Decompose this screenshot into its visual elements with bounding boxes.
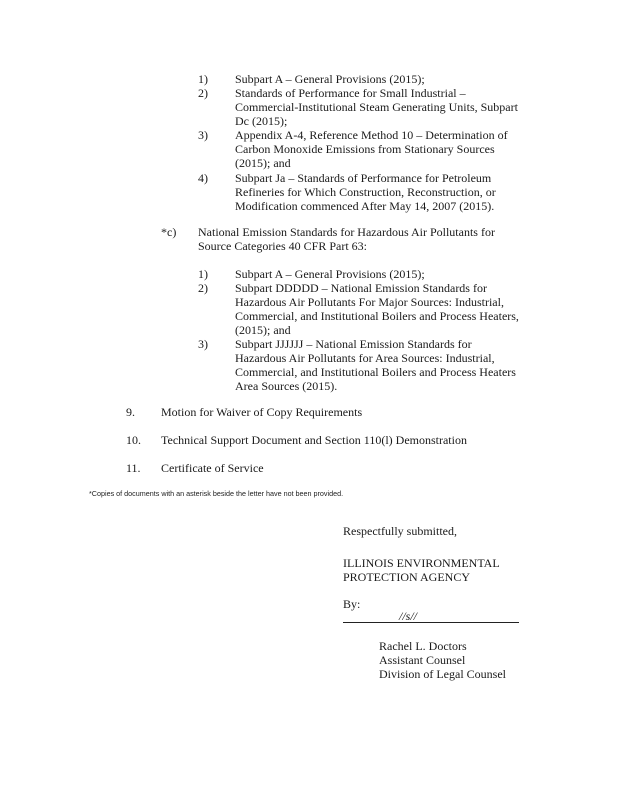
signer-title: Assistant Counsel (379, 653, 466, 667)
agency-line-2: PROTECTION AGENCY (343, 570, 471, 584)
main-item-9-num: 9. (126, 405, 135, 419)
list-one-num-2: 2) (198, 86, 208, 100)
list-one-item-2-line-1: Standards of Performance for Small Industrial – (235, 86, 466, 100)
list-two-item-3-line-1: Subpart JJJJJJ – National Emission Standards for (235, 337, 472, 351)
item-c-line-1: National Emission Standards for Hazardous Air Pollutants for (198, 225, 495, 239)
list-one-item-3-line-1: Appendix A-4, Reference Method 10 – Determination of (235, 128, 508, 142)
list-two-item-1-line-1: Subpart A – General Provisions (2015); (235, 267, 425, 281)
list-two-num-2: 2) (198, 281, 208, 295)
item-c-label: *c) (161, 225, 177, 239)
list-two-item-3-line-2: Hazardous Air Pollutants for Area Sources: Industrial, (235, 351, 495, 365)
signer-division: Division of Legal Counsel (379, 667, 506, 681)
footnote: *Copies of documents with an asterisk beside the letter have not been provided. (89, 489, 344, 498)
list-two-item-3-line-3: Commercial, and Institutional Boilers and Process Heaters (235, 365, 516, 379)
signature-mark: //s// (399, 609, 418, 623)
main-item-10-num: 10. (126, 433, 141, 447)
main-item-9-text: Motion for Waiver of Copy Requirements (161, 405, 363, 419)
closing: Respectfully submitted, (343, 524, 457, 538)
list-two-item-2-line-2: Hazardous Air Pollutants For Major Sources: Industrial, (235, 295, 504, 309)
main-item-11-num: 11. (126, 461, 141, 475)
list-two-item-2-line-3: Commercial, and Institutional Boilers and Process Heaters, (235, 309, 519, 323)
list-one-item-4-line-1: Subpart Ja – Standards of Performance for Petroleum (235, 171, 492, 185)
list-one-item-2-line-3: Dc (2015); (235, 114, 288, 128)
list-one-num-4: 4) (198, 171, 208, 185)
list-one-num-1: 1) (198, 72, 208, 86)
signer-name: Rachel L. Doctors (379, 639, 467, 653)
list-two-item-3-line-4: Area Sources (2015). (235, 379, 338, 393)
list-one-num-3: 3) (198, 128, 208, 142)
list-two-num-1: 1) (198, 267, 208, 281)
list-one-item-3-line-3: (2015); and (235, 156, 291, 170)
agency-line-1: ILLINOIS ENVIRONMENTAL (343, 556, 500, 570)
item-c-line-2: Source Categories 40 CFR Part 63: (198, 239, 367, 253)
list-one-item-2-line-2: Commercial-Institutional Steam Generating Units, Subpart (235, 100, 518, 114)
list-one-item-4-line-2: Refineries for Which Construction, Reconstruction, or (235, 185, 496, 199)
list-one-item-4-line-3: Modification commenced After May 14, 2007 (2015). (235, 199, 495, 213)
list-one-item-3-line-2: Carbon Monoxide Emissions from Stationary Sources (235, 142, 495, 156)
signature-line (343, 622, 519, 623)
main-item-11-text: Certificate of Service (161, 461, 264, 475)
main-item-10-text: Technical Support Document and Section 110(l) Demonstration (161, 433, 467, 447)
list-two-item-2-line-4: (2015); and (235, 323, 291, 337)
list-two-num-3: 3) (198, 337, 208, 351)
list-one-item-1-line-1: Subpart A – General Provisions (2015); (235, 72, 425, 86)
list-two-item-2-line-1: Subpart DDDDD – National Emission Standards for (235, 281, 487, 295)
by-label: By: (343, 597, 361, 611)
